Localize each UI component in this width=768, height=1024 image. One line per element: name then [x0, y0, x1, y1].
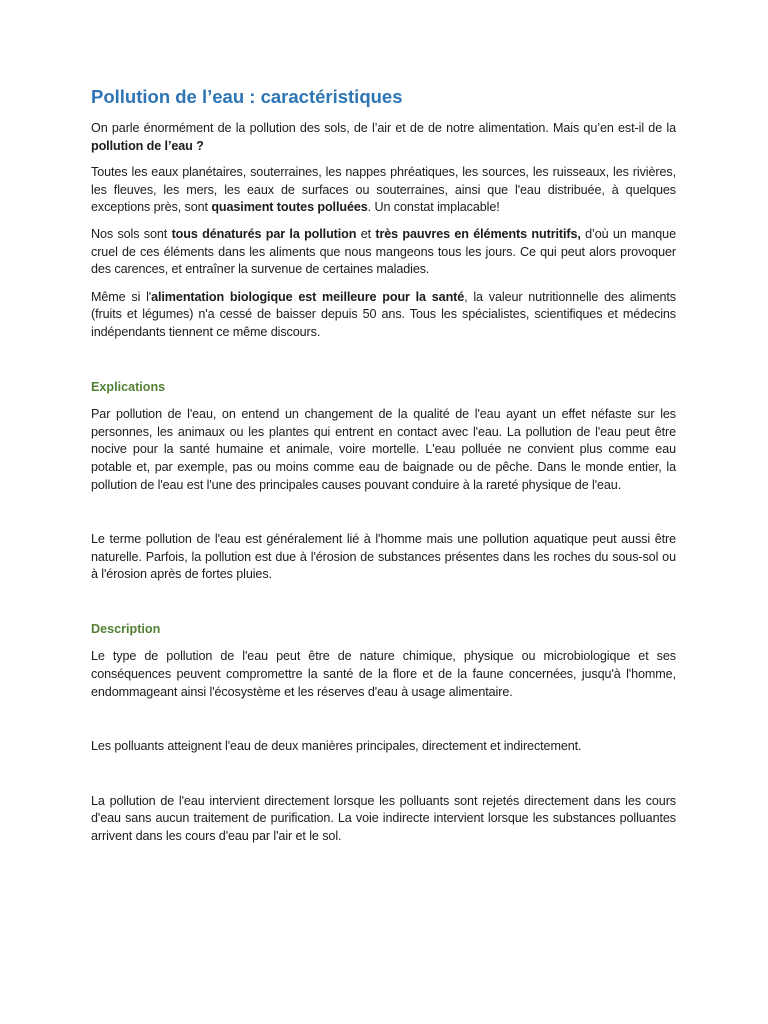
intro-p1-text: On parle énormément de la pollution des sols, de l’air et de de notre alimentation. Mais qu’en est-il de la — [91, 121, 676, 135]
intro-paragraph-2 — [91, 164, 676, 217]
intro-paragraph-1 — [91, 120, 676, 155]
intro-p1-bold: pollution de l’eau ? — [91, 138, 204, 153]
intro-p3-text-c: d’où un manque cruel de ces éléments dans les aliments que nous mangeons tous les jours. Ce qui peut alors provoquer des carences, et entraîner la survenue de certaines maladies. — [91, 226, 676, 277]
section-heading-description: Description — [91, 621, 161, 636]
document-page — [91, 84, 676, 846]
intro-p3-text-b: et — [356, 226, 376, 241]
page-title: Pollution de l’eau : caractéristiques — [91, 86, 403, 107]
intro-p2-text-a: Toutes les eaux planétaires, souterraines, les nappes phréatiques, les sources, les ruisseaux, les rivières, les fleuves, les mers, les eaux de surfaces ou souterraines, ainsi que l'eau distribuée, à quelques exceptions près, sont — [91, 165, 676, 215]
intro-p3-bold-b: très pauvres en éléments nutritifs, — [375, 226, 581, 241]
intro-p3-bold-a: tous dénaturés par la pollution — [171, 226, 357, 241]
intro-p3-text-a: Nos sols sont — [91, 226, 172, 241]
intro-p4-text-a: Même si l' — [91, 289, 152, 304]
intro-p2-bold: quasiment toutes polluées — [211, 200, 368, 215]
description-paragraph-3: La pollution de l'eau intervient directement lorsque les polluants sont rejetés directement dans les cours d'eau sans aucun traitement de purification. La voie indirecte intervient lorsque les substances polluantes arrivent dans les cours d'eau par l'air et le sol. — [91, 793, 676, 844]
intro-p2-text-b: . Un constat implacable! — [367, 200, 500, 215]
explications-paragraph-2: Le terme pollution de l'eau est généralement lié à l'homme mais une pollution aquatique peut aussi être naturelle. Parfois, la pollution est due à l'érosion de substances présentes dans les roches du sous-sol ou à l'érosion après de fortes pluies. — [91, 532, 676, 582]
explications-paragraph-1: Par pollution de l'eau, on entend un changement de la qualité de l'eau ayant un effet néfaste sur les personnes, les animaux ou les plantes qui entrent en contact avec l'eau. La pollution de l'eau peut être nocive pour la santé humaine et animale, voire mortelle. L'eau polluée ne convient plus comme eau potable et, par exemple, pas ou moins comme eau de baignade ou de pêche. Dans le monde entier, la pollution de l'eau est l'une des principales causes pouvant conduire à la rareté physique de l'eau. — [91, 407, 676, 492]
intro-p4-text-b: , la valeur nutritionnelle des aliments (fruits et légumes) n'a cessé de baisser depuis 50 ans. Tous les spécialistes, scientifiques et médecins indépendants tiennent ce même discours. — [91, 289, 676, 339]
intro-paragraph-4 — [91, 289, 676, 342]
section-heading-explications: Explications — [91, 379, 166, 394]
description-paragraph-2: Les polluants atteignent l'eau de deux manières principales, directement et indirectement. — [91, 739, 582, 754]
intro-paragraph-3 — [91, 226, 676, 279]
description-paragraph-1: Le type de pollution de l'eau peut être de nature chimique, physique ou microbiologique et ses conséquences peuvent compromettre la santé de la flore et de la faune concernées, jusqu'à l'homme, endommageant ainsi l'écosystème et les réserves d'eau à usage alimentaire. — [91, 649, 676, 699]
intro-p4-bold: alimentation biologique est meilleure pour la santé — [151, 289, 465, 304]
